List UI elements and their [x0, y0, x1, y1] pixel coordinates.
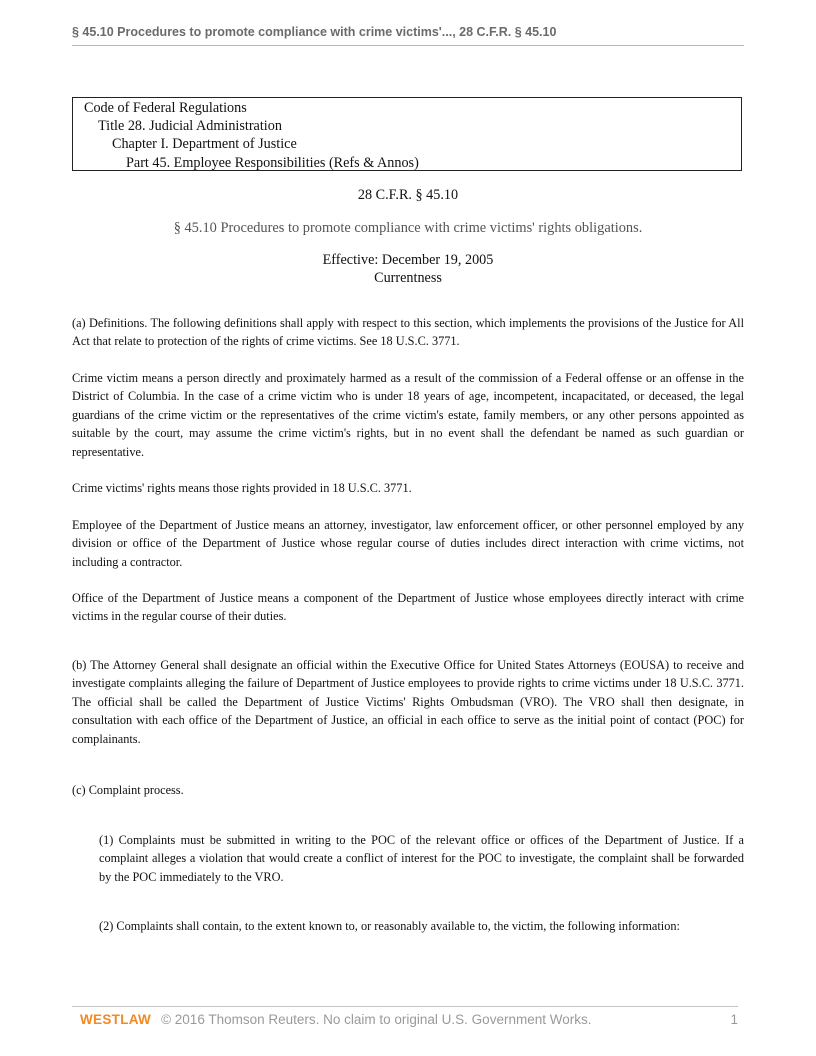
cfr-cite: 28 C.F.R. § 45.10 — [357, 187, 459, 203]
page-number: 1 — [730, 1012, 738, 1027]
paragraph-office: Office of the Department of Justice means a component of the Department of Justice whose employees directly interact with crime victims in the regular course of their duties. — [72, 591, 744, 624]
footer — [80, 1012, 740, 1027]
citation-code: Code of Federal Regulations — [84, 100, 247, 116]
footer-divider — [72, 1006, 738, 1007]
running-header: § 45.10 Procedures to promote compliance with crime victims'..., 28 C.F.R. § 45.10 — [72, 25, 557, 39]
westlaw-logo: WESTLAW — [80, 1012, 152, 1027]
effective-date: Effective: December 19, 2005 — [322, 252, 494, 268]
currentness-label: Currentness — [374, 270, 442, 286]
citation-part: Part 45. Employee Responsibilities (Refs & Annos) — [126, 154, 419, 171]
effective-block — [72, 251, 744, 287]
citation-box — [72, 97, 742, 171]
paragraph-employee: Employee of the Department of Justice means an attorney, investigator, law enforcement officer, or other personnel employed by any division or office of the Department of Justice whose regular course of duties includes direct interaction with crime victims, not including a contractor. — [72, 518, 744, 569]
copyright-notice: © 2016 Thomson Reuters. No claim to original U.S. Government Works. — [161, 1012, 592, 1027]
paragraph-b: (b) The Attorney General shall designate an official within the Executive Office for United States Attorneys (EOUSA) to receive and investigate complaints alleging the failure of Department of Justice employees to provide rights to crime victims under 18 U.S.C. 3771. The official shall be called the Department of Justice Victims' Rights Ombudsman (VRO). The VRO shall then designate, in consultation with each office of the Department of Justice, an official in each office to serve as the initial point of contact (POC) for complainants. — [72, 658, 744, 746]
paragraph-c1: (1) Complaints must be submitted in writing to the POC of the relevant office or offices of the Department of Justice. If a complaint alleges a violation that would create a conflict of interest for the POC to investigate, the complaint shall be forwarded by the POC immediately to the VRO. — [99, 833, 744, 884]
paragraph-victims-rights: Crime victims' rights means those rights provided in 18 U.S.C. 3771. — [72, 481, 412, 495]
paragraph-crime-victim: Crime victim means a person directly and proximately harmed as a result of the commission of a Federal offense or an offense in the District of Columbia. In the case of a crime victim who is under 18 years of age, incompetent, incapacitated, or deceased, the legal guardians of the crime victim or the representatives of the crime victim's estate, family members, or any other persons appointed as suitable by the court, may assume the crime victim's rights, but in no event shall the defendant be named as such guardian or representative. — [72, 371, 744, 459]
citation-chapter: Chapter I. Department of Justice — [112, 136, 297, 153]
header-divider — [72, 45, 744, 46]
citation-title: Title 28. Judicial Administration — [98, 118, 282, 135]
section-title: § 45.10 Procedures to promote compliance with crime victims' rights obligations. — [173, 220, 643, 236]
paragraph-c: (c) Complaint process. — [72, 783, 184, 797]
paragraph-c2: (2) Complaints shall contain, to the extent known to, or reasonably available to, the victim, the following information: — [99, 919, 680, 933]
paragraph-definitions: (a) Definitions. The following definitions shall apply with respect to this section, which implements the provisions of the Justice for All Act that relate to protection of the rights of crime victims. See 18 U.S.C. 3771. — [72, 316, 744, 349]
